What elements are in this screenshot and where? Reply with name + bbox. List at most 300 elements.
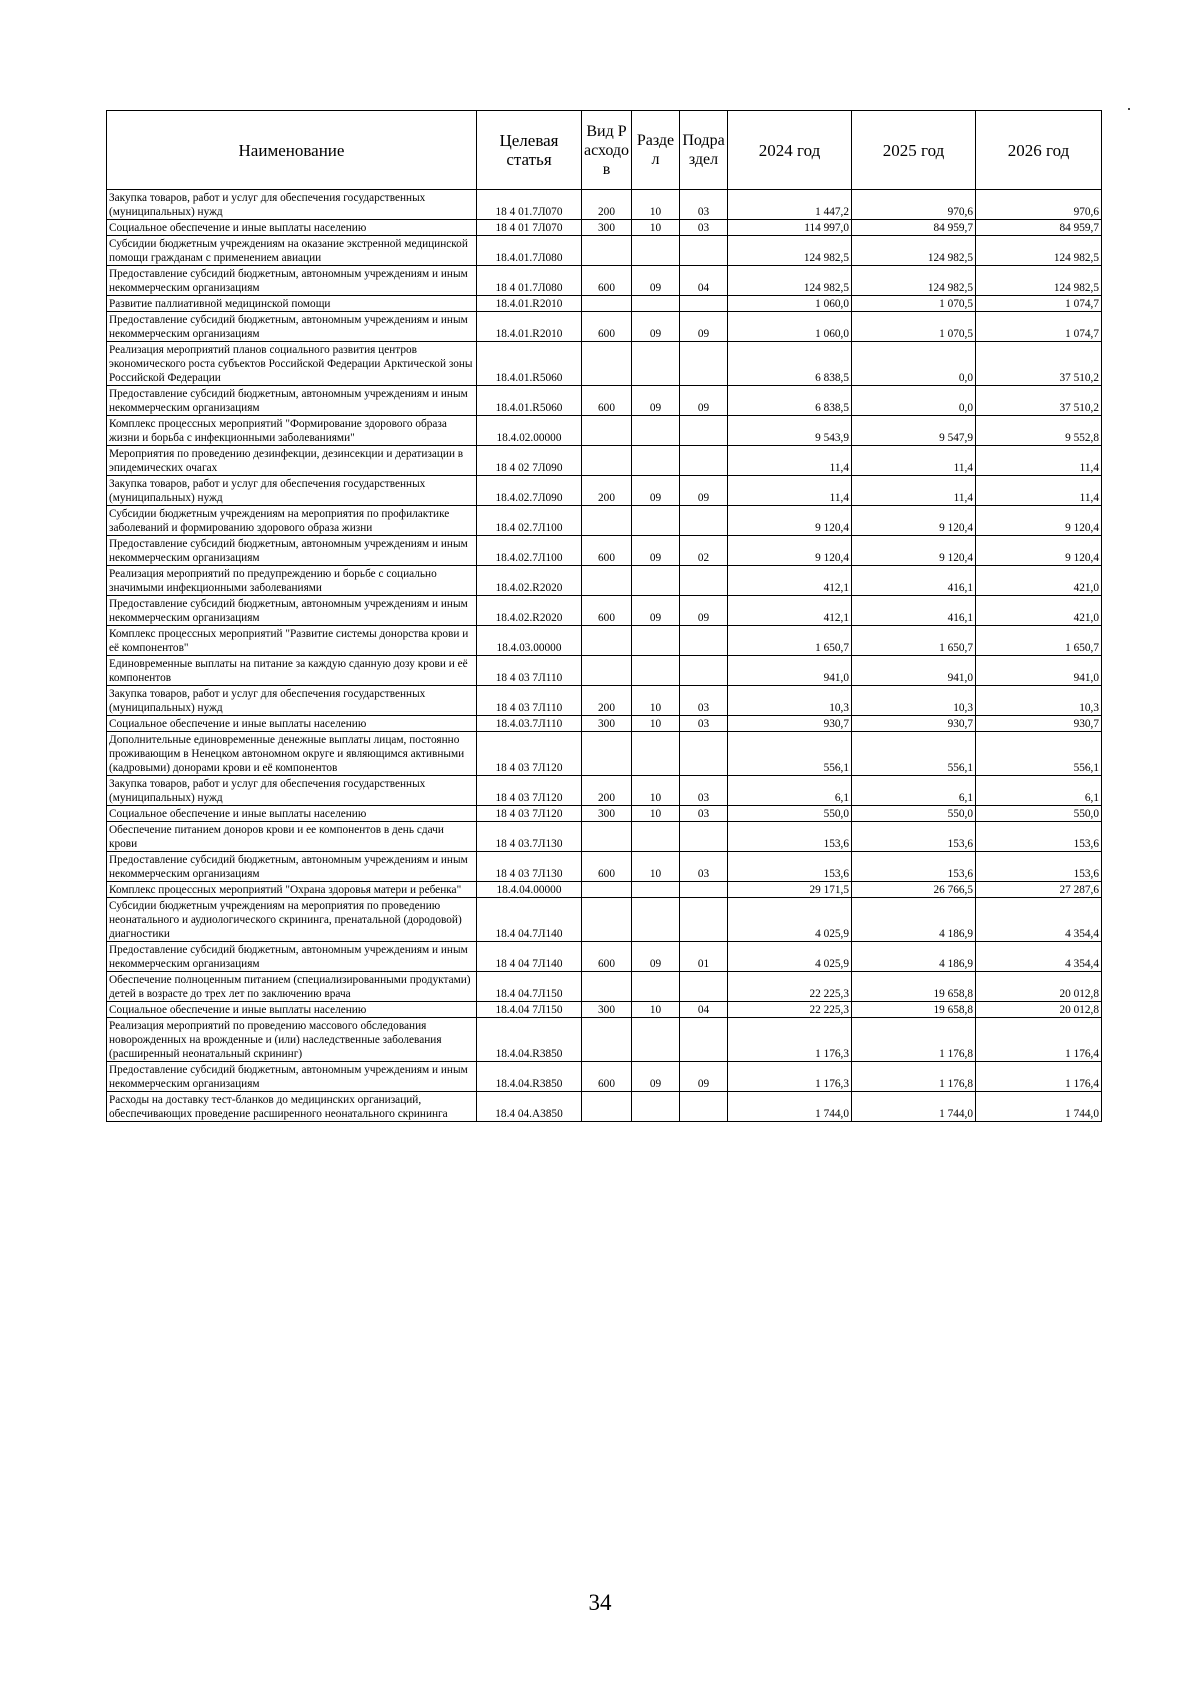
cell-subsection: [680, 626, 728, 656]
cell-section: [632, 1018, 680, 1062]
cell-2025: 9 547,9: [852, 416, 976, 446]
cell-subsection: 09: [680, 596, 728, 626]
cell-target-article: 18.4.04.00000: [477, 882, 582, 898]
cell-target-article: 18.4.04.R3850: [477, 1018, 582, 1062]
cell-subsection: [680, 898, 728, 942]
cell-name: Социальное обеспечение и иные выплаты населению: [107, 806, 477, 822]
cell-subsection: [680, 656, 728, 686]
table-row: [107, 536, 1102, 566]
cell-expense-kind: 300: [582, 1002, 632, 1018]
cell-2024: 6,1: [728, 776, 852, 806]
table-row: [107, 942, 1102, 972]
cell-target-article: 18.4 04.А3850: [477, 1092, 582, 1122]
cell-2026: 27 287,6: [976, 882, 1102, 898]
cell-name: Социальное обеспечение и иные выплаты населению: [107, 716, 477, 732]
cell-2024: 153,6: [728, 822, 852, 852]
cell-2026: 4 354,4: [976, 942, 1102, 972]
cell-target-article: 18.4.01.R2010: [477, 312, 582, 342]
cell-2025: 11,4: [852, 446, 976, 476]
cell-section: [632, 236, 680, 266]
cell-section: [632, 626, 680, 656]
cell-2026: 930,7: [976, 716, 1102, 732]
cell-target-article: 18.4.02.R2020: [477, 566, 582, 596]
cell-2025: 9 120,4: [852, 506, 976, 536]
cell-2026: 1 074,7: [976, 296, 1102, 312]
cell-section: 10: [632, 776, 680, 806]
cell-target-article: 18.4.02.7Л100: [477, 536, 582, 566]
cell-expense-kind: [582, 566, 632, 596]
cell-2024: 1 060,0: [728, 312, 852, 342]
cell-2026: 941,0: [976, 656, 1102, 686]
cell-section: 10: [632, 686, 680, 716]
cell-target-article: 18.4.01.7Л080: [477, 236, 582, 266]
cell-target-article: 18 4 03 7Л110: [477, 656, 582, 686]
table-row: [107, 566, 1102, 596]
cell-subsection: 03: [680, 716, 728, 732]
cell-2025: 0,0: [852, 386, 976, 416]
cell-target-article: 18 4 03 7Л110: [477, 686, 582, 716]
table-row: [107, 416, 1102, 446]
header-year-2025: 2025 год: [852, 111, 976, 190]
header-year-2024: 2024 год: [728, 111, 852, 190]
table-row: [107, 898, 1102, 942]
cell-expense-kind: [582, 446, 632, 476]
cell-expense-kind: 600: [582, 1062, 632, 1092]
cell-2025: 0,0: [852, 342, 976, 386]
table-row: [107, 1092, 1102, 1122]
cell-subsection: [680, 972, 728, 1002]
cell-2026: 6,1: [976, 776, 1102, 806]
cell-section: 09: [632, 266, 680, 296]
cell-2025: 416,1: [852, 566, 976, 596]
cell-name: Комплекс процессных мероприятий "Развитие системы донорства крови и её компонентов": [107, 626, 477, 656]
cell-section: 09: [632, 1062, 680, 1092]
table-row: [107, 716, 1102, 732]
cell-name: Субсидии бюджетным учреждениям на мероприятия по профилактике заболеваний и формированию здорового образа жизни: [107, 506, 477, 536]
cell-2026: 421,0: [976, 596, 1102, 626]
cell-2026: 970,6: [976, 190, 1102, 220]
cell-target-article: 18 4 03 7Л120: [477, 732, 582, 776]
table-row: [107, 882, 1102, 898]
cell-2025: 153,6: [852, 852, 976, 882]
cell-subsection: [680, 1092, 728, 1122]
cell-2024: 124 982,5: [728, 266, 852, 296]
cell-2026: 153,6: [976, 852, 1102, 882]
table-row: [107, 626, 1102, 656]
cell-target-article: 18.4.01.R2010: [477, 296, 582, 312]
cell-name: Предоставление субсидий бюджетным, автономным учреждениям и иным некоммерческим организациям: [107, 536, 477, 566]
cell-2026: 1 074,7: [976, 312, 1102, 342]
cell-name: Реализация мероприятий по предупреждению и борьбе с социально значимыми инфекционными заболеваниями: [107, 566, 477, 596]
table-header-row: [107, 111, 1102, 190]
cell-name: Социальное обеспечение и иные выплаты населению: [107, 1002, 477, 1018]
cell-target-article: 18.4 02.7Л100: [477, 506, 582, 536]
cell-name: Реализация мероприятий планов социального развития центров экономического роста субъектов Российской Федерации Арктической зоны Российской Федерации: [107, 342, 477, 386]
cell-2025: 153,6: [852, 822, 976, 852]
cell-2024: 556,1: [728, 732, 852, 776]
cell-expense-kind: [582, 882, 632, 898]
cell-name: Закупка товаров, работ и услуг для обеспечения государственных (муниципальных) нужд: [107, 776, 477, 806]
cell-name: Предоставление субсидий бюджетным, автономным учреждениям и иным некоммерческим организациям: [107, 386, 477, 416]
table-row: [107, 852, 1102, 882]
cell-2026: 421,0: [976, 566, 1102, 596]
cell-name: Мероприятия по проведению дезинфекции, дезинсекции и дератизации в эпидемических очагах: [107, 446, 477, 476]
table-row: [107, 776, 1102, 806]
cell-expense-kind: [582, 296, 632, 312]
cell-expense-kind: 600: [582, 596, 632, 626]
table-row: [107, 190, 1102, 220]
cell-subsection: 09: [680, 1062, 728, 1092]
header-expense-kind: Вид Расходов: [582, 111, 632, 190]
table-row: [107, 312, 1102, 342]
cell-section: [632, 882, 680, 898]
cell-name: Закупка товаров, работ и услуг для обеспечения государственных (муниципальных) нужд: [107, 476, 477, 506]
cell-2026: 1 650,7: [976, 626, 1102, 656]
cell-2024: 6 838,5: [728, 386, 852, 416]
cell-target-article: 18.4.04 7Л150: [477, 1002, 582, 1018]
cell-expense-kind: 600: [582, 942, 632, 972]
cell-target-article: 18 4 03 7Л120: [477, 776, 582, 806]
cell-section: [632, 972, 680, 1002]
cell-name: Комплекс процессных мероприятий "Охрана здоровья матери и ребенка": [107, 882, 477, 898]
cell-2024: 124 982,5: [728, 236, 852, 266]
table-row: [107, 1062, 1102, 1092]
cell-subsection: [680, 342, 728, 386]
cell-2025: 1 176,8: [852, 1018, 976, 1062]
cell-expense-kind: [582, 342, 632, 386]
cell-target-article: 18.4.02.R2020: [477, 596, 582, 626]
page-number: 34: [588, 1590, 612, 1615]
cell-2024: 6 838,5: [728, 342, 852, 386]
cell-expense-kind: [582, 656, 632, 686]
cell-section: [632, 296, 680, 312]
cell-expense-kind: [582, 1092, 632, 1122]
cell-section: [632, 416, 680, 446]
cell-target-article: 18 4 02 7Л090: [477, 446, 582, 476]
cell-section: 10: [632, 806, 680, 822]
cell-2024: 1 447,2: [728, 190, 852, 220]
cell-target-article: 18.4 04.7Л150: [477, 972, 582, 1002]
cell-section: [632, 732, 680, 776]
cell-target-article: 18 4 04 7Л140: [477, 942, 582, 972]
cell-subsection: 02: [680, 536, 728, 566]
cell-2024: 4 025,9: [728, 898, 852, 942]
cell-2026: 9 552,8: [976, 416, 1102, 446]
cell-2024: 930,7: [728, 716, 852, 732]
cell-subsection: [680, 446, 728, 476]
table-row: [107, 1018, 1102, 1062]
cell-2024: 11,4: [728, 476, 852, 506]
cell-section: 09: [632, 386, 680, 416]
cell-2026: 9 120,4: [976, 506, 1102, 536]
cell-target-article: 18.4.02.7Л090: [477, 476, 582, 506]
cell-2026: 124 982,5: [976, 236, 1102, 266]
cell-name: Предоставление субсидий бюджетным, автономным учреждениям и иным некоммерческим организациям: [107, 596, 477, 626]
cell-target-article: 18.4.03.00000: [477, 626, 582, 656]
table-row: [107, 732, 1102, 776]
cell-2025: 941,0: [852, 656, 976, 686]
header-name: Наименование: [107, 111, 477, 190]
cell-subsection: 03: [680, 220, 728, 236]
cell-2025: 1 744,0: [852, 1092, 976, 1122]
cell-subsection: 09: [680, 312, 728, 342]
cell-section: 10: [632, 190, 680, 220]
cell-section: 09: [632, 536, 680, 566]
cell-name: Реализация мероприятий по проведению массового обследования новорожденных на врожденные и (или) наследственные заболевания (расширенный неонатальный скрининг): [107, 1018, 477, 1062]
cell-section: 09: [632, 942, 680, 972]
cell-subsection: [680, 1018, 728, 1062]
cell-expense-kind: 200: [582, 776, 632, 806]
cell-name: Единовременные выплаты на питание за каждую сданную дозу крови и её компонентов: [107, 656, 477, 686]
cell-expense-kind: [582, 972, 632, 1002]
cell-2026: 11,4: [976, 476, 1102, 506]
cell-2025: 124 982,5: [852, 266, 976, 296]
cell-2024: 114 997,0: [728, 220, 852, 236]
cell-name: Предоставление субсидий бюджетным, автономным учреждениям и иным некоммерческим организациям: [107, 312, 477, 342]
cell-2026: 556,1: [976, 732, 1102, 776]
cell-expense-kind: [582, 732, 632, 776]
cell-section: 09: [632, 312, 680, 342]
cell-2026: 9 120,4: [976, 536, 1102, 566]
cell-expense-kind: [582, 236, 632, 266]
cell-2025: 6,1: [852, 776, 976, 806]
cell-expense-kind: 300: [582, 716, 632, 732]
cell-name: Закупка товаров, работ и услуг для обеспечения государственных (муниципальных) нужд: [107, 686, 477, 716]
table-row: [107, 822, 1102, 852]
table-row: [107, 806, 1102, 822]
cell-2025: 556,1: [852, 732, 976, 776]
cell-target-article: 18 4 01.7Л070: [477, 190, 582, 220]
cell-2024: 412,1: [728, 596, 852, 626]
header-target-article: Целевая статья: [477, 111, 582, 190]
cell-subsection: 09: [680, 386, 728, 416]
cell-target-article: 18.4.01.R5060: [477, 386, 582, 416]
header-section: Раздел: [632, 111, 680, 190]
cell-section: [632, 446, 680, 476]
cell-2025: 19 658,8: [852, 972, 976, 1002]
table-row: [107, 972, 1102, 1002]
cell-target-article: 18 4 03 7Л130: [477, 852, 582, 882]
cell-expense-kind: [582, 626, 632, 656]
cell-subsection: [680, 416, 728, 446]
cell-2026: 550,0: [976, 806, 1102, 822]
cell-subsection: [680, 566, 728, 596]
cell-2026: 37 510,2: [976, 342, 1102, 386]
cell-2026: 11,4: [976, 446, 1102, 476]
cell-2025: 1 176,8: [852, 1062, 976, 1092]
cell-2026: 124 982,5: [976, 266, 1102, 296]
cell-2024: 1 176,3: [728, 1062, 852, 1092]
cell-section: [632, 822, 680, 852]
cell-section: [632, 898, 680, 942]
cell-subsection: 03: [680, 190, 728, 220]
table-row: [107, 656, 1102, 686]
cell-2026: 10,3: [976, 686, 1102, 716]
cell-2025: 930,7: [852, 716, 976, 732]
cell-2026: 4 354,4: [976, 898, 1102, 942]
cell-expense-kind: 300: [582, 806, 632, 822]
cell-2025: 9 120,4: [852, 536, 976, 566]
cell-2024: 1 744,0: [728, 1092, 852, 1122]
cell-2026: 20 012,8: [976, 972, 1102, 1002]
cell-section: 09: [632, 476, 680, 506]
table-row: [107, 296, 1102, 312]
table-row: [107, 342, 1102, 386]
cell-expense-kind: [582, 506, 632, 536]
cell-target-article: 18 4 03 7Л120: [477, 806, 582, 822]
cell-2025: 26 766,5: [852, 882, 976, 898]
cell-expense-kind: [582, 416, 632, 446]
cell-section: 10: [632, 716, 680, 732]
cell-name: Субсидии бюджетным учреждениям на мероприятия по проведению неонатального и аудиологического скрининга, пренатальной (дородовой) диагностики: [107, 898, 477, 942]
cell-2026: 84 959,7: [976, 220, 1102, 236]
cell-section: 10: [632, 1002, 680, 1018]
cell-section: 10: [632, 220, 680, 236]
cell-2026: 1 176,4: [976, 1018, 1102, 1062]
cell-name: Расходы на доставку тест-бланков до медицинских организаций, обеспечивающих проведение расширенного неонатального скрининга: [107, 1092, 477, 1122]
cell-target-article: 18.4.02.00000: [477, 416, 582, 446]
cell-expense-kind: [582, 822, 632, 852]
table-row: [107, 236, 1102, 266]
cell-expense-kind: 600: [582, 312, 632, 342]
cell-2024: 22 225,3: [728, 972, 852, 1002]
cell-name: Предоставление субсидий бюджетным, автономным учреждениям и иным некоммерческим организациям: [107, 1062, 477, 1092]
cell-section: [632, 656, 680, 686]
cell-2024: 1 060,0: [728, 296, 852, 312]
cell-2026: 37 510,2: [976, 386, 1102, 416]
cell-2025: 970,6: [852, 190, 976, 220]
cell-subsection: [680, 236, 728, 266]
cell-2025: 11,4: [852, 476, 976, 506]
cell-2026: 153,6: [976, 822, 1102, 852]
cell-name: Закупка товаров, работ и услуг для обеспечения государственных (муниципальных) нужд: [107, 190, 477, 220]
cell-expense-kind: 200: [582, 190, 632, 220]
cell-subsection: 09: [680, 476, 728, 506]
header-year-2026: 2026 год: [976, 111, 1102, 190]
cell-expense-kind: 600: [582, 852, 632, 882]
cell-target-article: 18 4 01 7Л070: [477, 220, 582, 236]
cell-2025: 19 658,8: [852, 1002, 976, 1018]
cell-2024: 11,4: [728, 446, 852, 476]
header-subsection: Подраздел: [680, 111, 728, 190]
cell-subsection: 04: [680, 266, 728, 296]
cell-2026: 1 744,0: [976, 1092, 1102, 1122]
table-row: [107, 506, 1102, 536]
cell-section: [632, 566, 680, 596]
cell-expense-kind: [582, 1018, 632, 1062]
cell-subsection: [680, 506, 728, 536]
cell-subsection: 04: [680, 1002, 728, 1018]
cell-2025: 1 070,5: [852, 296, 976, 312]
cell-2024: 4 025,9: [728, 942, 852, 972]
cell-2024: 9 120,4: [728, 506, 852, 536]
cell-section: 10: [632, 852, 680, 882]
cell-section: 09: [632, 596, 680, 626]
table-row: [107, 220, 1102, 236]
cell-expense-kind: 600: [582, 386, 632, 416]
cell-2026: 20 012,8: [976, 1002, 1102, 1018]
table-row: [107, 596, 1102, 626]
cell-subsection: [680, 296, 728, 312]
cell-2024: 22 225,3: [728, 1002, 852, 1018]
cell-2025: 1 070,5: [852, 312, 976, 342]
cell-2025: 4 186,9: [852, 898, 976, 942]
table-row: [107, 446, 1102, 476]
cell-subsection: 03: [680, 852, 728, 882]
cell-2024: 153,6: [728, 852, 852, 882]
cell-subsection: 03: [680, 806, 728, 822]
cell-name: Субсидии бюджетным учреждениям на оказание экстренной медицинской помощи гражданам с применением авиации: [107, 236, 477, 266]
cell-2024: 550,0: [728, 806, 852, 822]
cell-subsection: 01: [680, 942, 728, 972]
cell-name: Предоставление субсидий бюджетным, автономным учреждениям и иным некоммерческим организациям: [107, 266, 477, 296]
budget-table: [106, 110, 1102, 1122]
cell-2024: 412,1: [728, 566, 852, 596]
cell-2025: 84 959,7: [852, 220, 976, 236]
cell-name: Дополнительные единовременные денежные выплаты лицам, постоянно проживающим в Ненецком автономном округе и являющимся активными (кадровыми) донорами крови и её компонентов: [107, 732, 477, 776]
cell-target-article: 18.4.04.R3850: [477, 1062, 582, 1092]
cell-2025: 1 650,7: [852, 626, 976, 656]
cell-target-article: 18.4.01.R5060: [477, 342, 582, 386]
cell-target-article: 18.4.03.7Л110: [477, 716, 582, 732]
cell-section: [632, 506, 680, 536]
cell-subsection: 03: [680, 776, 728, 806]
cell-2024: 9 543,9: [728, 416, 852, 446]
cell-2026: 1 176,4: [976, 1062, 1102, 1092]
table-row: [107, 266, 1102, 296]
cell-2024: 941,0: [728, 656, 852, 686]
cell-2025: 10,3: [852, 686, 976, 716]
table-row: [107, 476, 1102, 506]
cell-name: Обеспечение питанием доноров крови и ее компонентов в день сдачи крови: [107, 822, 477, 852]
cell-2025: 124 982,5: [852, 236, 976, 266]
cell-expense-kind: [582, 898, 632, 942]
cell-subsection: [680, 732, 728, 776]
cell-name: Социальное обеспечение и иные выплаты населению: [107, 220, 477, 236]
cell-2025: 416,1: [852, 596, 976, 626]
cell-expense-kind: 600: [582, 266, 632, 296]
cell-2024: 1 650,7: [728, 626, 852, 656]
cell-name: Развитие паллиативной медицинской помощи: [107, 296, 477, 312]
scan-mark: [1128, 108, 1130, 110]
table-row: [107, 386, 1102, 416]
cell-section: [632, 1092, 680, 1122]
table-body: [107, 190, 1102, 1122]
cell-2024: 9 120,4: [728, 536, 852, 566]
cell-target-article: 18 4 03.7Л130: [477, 822, 582, 852]
cell-2024: 10,3: [728, 686, 852, 716]
cell-target-article: 18 4 01.7Л080: [477, 266, 582, 296]
cell-name: Обеспечение полноценным питанием (специализированными продуктами) детей в возрасте до трех лет по заключению врача: [107, 972, 477, 1002]
cell-name: Предоставление субсидий бюджетным, автономным учреждениям и иным некоммерческим организациям: [107, 852, 477, 882]
cell-target-article: 18.4 04.7Л140: [477, 898, 582, 942]
cell-subsection: [680, 822, 728, 852]
cell-2025: 4 186,9: [852, 942, 976, 972]
cell-expense-kind: 200: [582, 476, 632, 506]
cell-section: [632, 342, 680, 386]
cell-2025: 550,0: [852, 806, 976, 822]
cell-2024: 1 176,3: [728, 1018, 852, 1062]
cell-name: Предоставление субсидий бюджетным, автономным учреждениям и иным некоммерческим организациям: [107, 942, 477, 972]
table-row: [107, 1002, 1102, 1018]
cell-name: Комплекс процессных мероприятий "Формирование здорового образа жизни и борьба с инфекционными заболеваниями": [107, 416, 477, 446]
cell-expense-kind: 300: [582, 220, 632, 236]
table-row: [107, 686, 1102, 716]
cell-subsection: 03: [680, 686, 728, 716]
cell-expense-kind: 600: [582, 536, 632, 566]
cell-expense-kind: 200: [582, 686, 632, 716]
cell-subsection: [680, 882, 728, 898]
